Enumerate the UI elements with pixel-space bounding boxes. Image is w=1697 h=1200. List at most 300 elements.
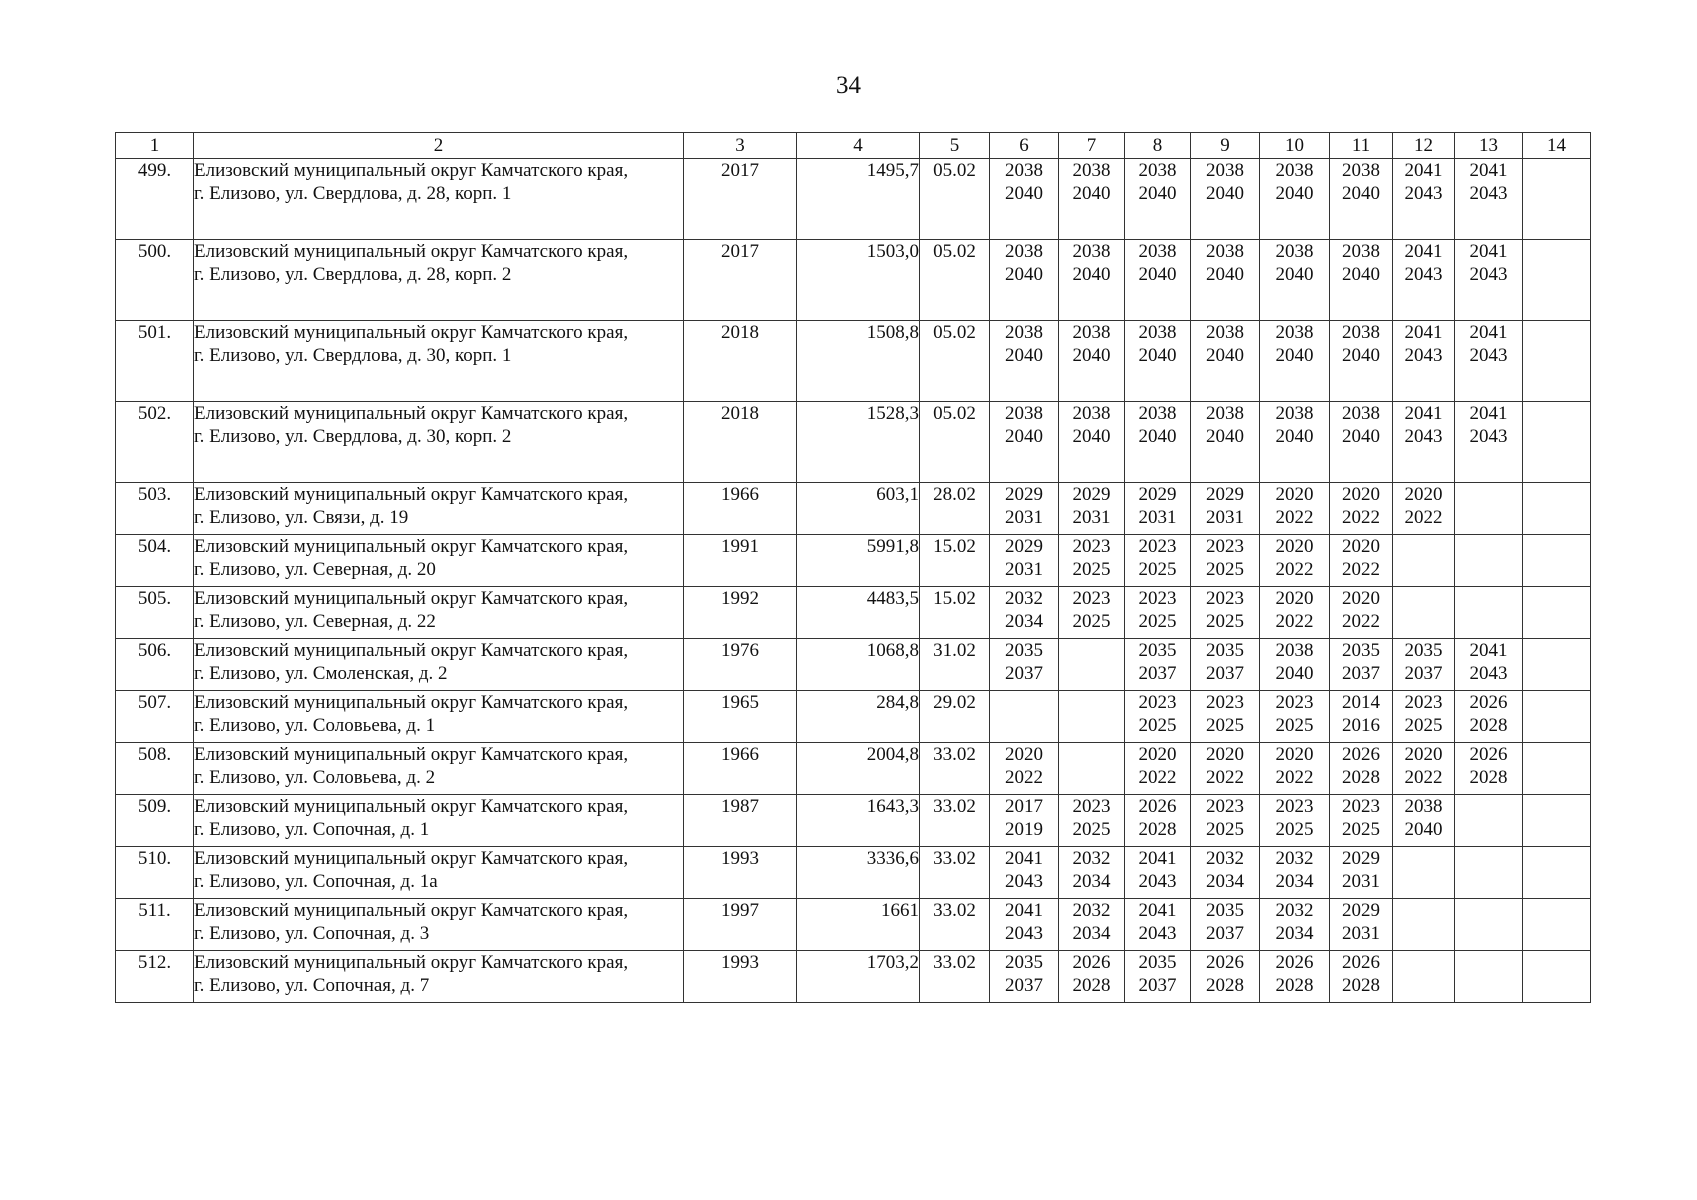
period-cell — [1059, 321, 1125, 402]
period-start: 2038 — [1342, 322, 1380, 343]
period-end: 2040 — [1072, 183, 1111, 204]
period-start: 2038 — [1206, 322, 1244, 343]
code-value: 05.02 — [920, 321, 990, 402]
period-end: 2028 — [1342, 767, 1380, 788]
period-cell — [1393, 639, 1455, 691]
period-cell — [1059, 159, 1125, 240]
period-cell — [1059, 847, 1125, 899]
period-end: 2043 — [1138, 871, 1177, 892]
period-cell — [1455, 483, 1523, 535]
column-header: 1 — [116, 133, 194, 159]
period-start: 2035 — [1404, 640, 1443, 661]
period-start: 2038 — [1275, 241, 1314, 262]
period-start: 2038 — [1138, 322, 1177, 343]
period-start: 2041 — [1404, 160, 1443, 181]
period-end: 2034 — [1072, 871, 1111, 892]
period-start: 2041 — [1469, 241, 1508, 262]
table-row — [116, 483, 1591, 535]
period-start: 2032 — [1275, 900, 1314, 921]
period-end: 2040 — [1275, 426, 1314, 447]
period-cell — [1330, 402, 1393, 483]
period-end: 2043 — [1138, 923, 1177, 944]
area-value: 1528,3 — [797, 402, 920, 483]
period-end: 2043 — [1404, 426, 1443, 447]
period-cell — [1191, 743, 1260, 795]
period-cell — [1523, 743, 1591, 795]
row-number: 510. — [116, 847, 194, 899]
period-cell — [1125, 847, 1191, 899]
period-end: 2043 — [1469, 426, 1508, 447]
period-cell — [1125, 240, 1191, 321]
period-cell — [1330, 535, 1393, 587]
period-start: 2020 — [1275, 484, 1314, 505]
address-line-1: Елизовский муниципальный округ Камчатского края, — [194, 484, 629, 505]
period-cell — [1393, 691, 1455, 743]
period-start: 2020 — [1275, 536, 1314, 557]
period-end: 2031 — [1138, 507, 1177, 528]
column-header: 3 — [684, 133, 797, 159]
page-number: 34 — [836, 72, 861, 99]
period-end: 2022 — [1404, 767, 1443, 788]
address-line-2: г. Елизово, ул. Северная, д. 20 — [194, 559, 436, 580]
period-start: 2023 — [1206, 796, 1244, 817]
period-end: 2037 — [1138, 975, 1177, 996]
period-end: 2043 — [1469, 264, 1508, 285]
table-row — [116, 691, 1591, 743]
period-cell — [990, 535, 1059, 587]
period-start: 2023 — [1072, 796, 1111, 817]
row-number: 502. — [116, 402, 194, 483]
period-cell — [990, 402, 1059, 483]
period-cell — [1191, 587, 1260, 639]
period-start: 2041 — [1469, 322, 1508, 343]
period-start: 2029 — [1342, 848, 1380, 869]
address-line-1: Елизовский муниципальный округ Камчатского края, — [194, 241, 629, 262]
address-cell — [194, 639, 684, 691]
period-start: 2020 — [1206, 744, 1244, 765]
period-cell — [1260, 795, 1330, 847]
period-start: 2038 — [1275, 322, 1314, 343]
period-cell — [1059, 535, 1125, 587]
period-end: 2040 — [1275, 345, 1314, 366]
period-end: 2028 — [1206, 975, 1244, 996]
period-cell — [1260, 240, 1330, 321]
period-cell — [1125, 951, 1191, 1003]
period-end: 2031 — [1342, 871, 1380, 892]
period-cell — [1523, 691, 1591, 743]
period-end: 2043 — [1005, 923, 1043, 944]
period-cell — [1330, 483, 1393, 535]
address-line-2: г. Елизово, ул. Свердлова, д. 30, корп. 2 — [194, 426, 512, 447]
period-cell — [1393, 587, 1455, 639]
period-end: 2022 — [1206, 767, 1244, 788]
build-year: 2018 — [684, 402, 797, 483]
period-cell — [990, 483, 1059, 535]
period-start: 2038 — [1005, 241, 1043, 262]
period-cell — [990, 321, 1059, 402]
period-cell — [990, 951, 1059, 1003]
period-end: 2040 — [1275, 264, 1314, 285]
period-cell — [1059, 899, 1125, 951]
period-end: 2031 — [1005, 507, 1043, 528]
address-line-1: Елизовский муниципальный округ Камчатского края, — [194, 536, 629, 557]
period-end: 2022 — [1342, 559, 1380, 580]
period-cell — [1125, 321, 1191, 402]
address-line-2: г. Елизово, ул. Свердлова, д. 28, корп. 1 — [194, 183, 512, 204]
period-cell — [1059, 951, 1125, 1003]
period-cell — [1330, 587, 1393, 639]
period-cell — [1191, 321, 1260, 402]
period-cell — [1393, 951, 1455, 1003]
period-cell — [1191, 240, 1260, 321]
period-start: 2038 — [1072, 403, 1111, 424]
period-cell — [1125, 691, 1191, 743]
code-value: 33.02 — [920, 795, 990, 847]
address-cell — [194, 691, 684, 743]
row-number: 507. — [116, 691, 194, 743]
period-end: 2025 — [1138, 559, 1177, 580]
code-value: 15.02 — [920, 535, 990, 587]
address-line-1: Елизовский муниципальный округ Камчатского края, — [194, 588, 629, 609]
period-start: 2020 — [1404, 744, 1443, 765]
period-start: 2029 — [1005, 536, 1043, 557]
period-start: 2032 — [1072, 848, 1111, 869]
period-start: 2023 — [1138, 536, 1177, 557]
period-start: 2041 — [1469, 403, 1508, 424]
period-cell — [1330, 159, 1393, 240]
period-start: 2014 — [1342, 692, 1380, 713]
period-end: 2040 — [1206, 345, 1244, 366]
area-value: 1068,8 — [797, 639, 920, 691]
period-cell — [1191, 535, 1260, 587]
build-year: 1993 — [684, 847, 797, 899]
table-row — [116, 240, 1591, 321]
period-end: 2025 — [1206, 559, 1244, 580]
period-cell — [1125, 639, 1191, 691]
period-start: 2023 — [1072, 536, 1111, 557]
period-end: 2040 — [1275, 663, 1314, 684]
period-end: 2040 — [1072, 426, 1111, 447]
period-end: 2037 — [1206, 923, 1244, 944]
column-header: 14 — [1523, 133, 1591, 159]
period-start: 2032 — [1206, 848, 1244, 869]
period-cell — [1330, 795, 1393, 847]
build-year: 1966 — [684, 743, 797, 795]
build-year: 1965 — [684, 691, 797, 743]
column-header: 13 — [1455, 133, 1523, 159]
period-cell — [1191, 795, 1260, 847]
address-line-1: Елизовский муниципальный округ Камчатского края, — [194, 744, 629, 765]
period-cell — [1330, 691, 1393, 743]
period-cell — [1523, 639, 1591, 691]
period-cell — [1191, 847, 1260, 899]
period-start: 2035 — [1005, 952, 1043, 973]
period-end: 2040 — [1342, 183, 1380, 204]
address-cell — [194, 899, 684, 951]
period-start: 2026 — [1469, 744, 1508, 765]
build-year: 1987 — [684, 795, 797, 847]
period-start: 2023 — [1404, 692, 1443, 713]
period-start: 2038 — [1342, 403, 1380, 424]
period-end: 2028 — [1469, 715, 1508, 736]
period-start: 2023 — [1275, 796, 1314, 817]
period-end: 2022 — [1275, 767, 1314, 788]
build-year: 2017 — [684, 240, 797, 321]
address-line-1: Елизовский муниципальный округ Камчатского края, — [194, 322, 629, 343]
area-value: 603,1 — [797, 483, 920, 535]
address-line-2: г. Елизово, ул. Соловьева, д. 1 — [194, 715, 436, 736]
table-row — [116, 159, 1591, 240]
period-end: 2034 — [1275, 871, 1314, 892]
period-end: 2040 — [1072, 264, 1111, 285]
period-end: 2028 — [1275, 975, 1314, 996]
area-value: 1661 — [797, 899, 920, 951]
period-cell — [1260, 159, 1330, 240]
period-start: 2038 — [1005, 403, 1043, 424]
period-end: 2022 — [1275, 611, 1314, 632]
period-start: 2038 — [1206, 160, 1244, 181]
period-cell — [1191, 639, 1260, 691]
period-start: 2020 — [1138, 744, 1177, 765]
period-cell — [1125, 587, 1191, 639]
period-end: 2031 — [1072, 507, 1111, 528]
period-end: 2037 — [1005, 663, 1043, 684]
period-cell — [1191, 402, 1260, 483]
period-start: 2041 — [1005, 900, 1043, 921]
row-number: 499. — [116, 159, 194, 240]
period-end: 2022 — [1005, 767, 1043, 788]
period-end: 2037 — [1404, 663, 1443, 684]
period-cell — [1059, 483, 1125, 535]
period-cell — [1330, 847, 1393, 899]
period-end: 2019 — [1005, 819, 1043, 840]
period-start: 2026 — [1342, 952, 1380, 973]
period-end: 2016 — [1342, 715, 1380, 736]
period-cell — [1330, 743, 1393, 795]
period-start: 2038 — [1005, 160, 1043, 181]
period-start: 2038 — [1342, 160, 1380, 181]
period-start: 2035 — [1342, 640, 1380, 661]
period-start: 2023 — [1342, 796, 1380, 817]
address-line-2: г. Елизово, ул. Свердлова, д. 28, корп. 2 — [194, 264, 512, 285]
period-end: 2040 — [1206, 183, 1244, 204]
period-cell — [1260, 402, 1330, 483]
period-end: 2040 — [1005, 345, 1043, 366]
period-start: 2029 — [1072, 484, 1111, 505]
column-header: 8 — [1125, 133, 1191, 159]
table-row — [116, 535, 1591, 587]
column-header: 10 — [1260, 133, 1330, 159]
period-end: 2025 — [1072, 611, 1111, 632]
address-cell — [194, 795, 684, 847]
period-cell — [1523, 483, 1591, 535]
period-end: 2037 — [1206, 663, 1244, 684]
period-end: 2043 — [1404, 183, 1443, 204]
period-cell — [1523, 535, 1591, 587]
period-end: 2034 — [1072, 923, 1111, 944]
period-cell — [1523, 899, 1591, 951]
period-end: 2040 — [1005, 264, 1043, 285]
period-end: 2025 — [1138, 715, 1177, 736]
period-cell — [1455, 847, 1523, 899]
period-cell — [990, 847, 1059, 899]
period-cell — [1059, 639, 1125, 691]
address-line-1: Елизовский муниципальный округ Камчатского края, — [194, 952, 629, 973]
period-end: 2025 — [1138, 611, 1177, 632]
area-value: 1503,0 — [797, 240, 920, 321]
period-cell — [1125, 899, 1191, 951]
period-cell — [990, 899, 1059, 951]
row-number: 512. — [116, 951, 194, 1003]
period-start: 2020 — [1275, 588, 1314, 609]
code-value: 05.02 — [920, 240, 990, 321]
period-cell — [1455, 639, 1523, 691]
code-value: 15.02 — [920, 587, 990, 639]
code-value: 33.02 — [920, 847, 990, 899]
row-number: 500. — [116, 240, 194, 321]
period-end: 2037 — [1005, 975, 1043, 996]
period-cell — [1523, 402, 1591, 483]
period-start: 2041 — [1404, 322, 1443, 343]
period-end: 2040 — [1138, 345, 1177, 366]
period-cell — [1125, 535, 1191, 587]
period-cell — [1191, 899, 1260, 951]
period-cell — [1260, 321, 1330, 402]
code-value: 31.02 — [920, 639, 990, 691]
period-cell — [1125, 795, 1191, 847]
address-cell — [194, 743, 684, 795]
period-start: 2038 — [1072, 322, 1111, 343]
address-line-1: Елизовский муниципальный округ Камчатского края, — [194, 160, 629, 181]
address-line-1: Елизовский муниципальный округ Камчатского края, — [194, 900, 629, 921]
period-end: 2040 — [1342, 345, 1380, 366]
period-end: 2043 — [1404, 345, 1443, 366]
address-line-1: Елизовский муниципальный округ Камчатского края, — [194, 848, 629, 869]
period-start: 2041 — [1404, 403, 1443, 424]
period-start: 2023 — [1206, 692, 1244, 713]
row-number: 503. — [116, 483, 194, 535]
period-end: 2040 — [1138, 264, 1177, 285]
period-end: 2025 — [1342, 819, 1380, 840]
period-start: 2023 — [1138, 692, 1177, 713]
period-cell — [1393, 483, 1455, 535]
period-end: 2040 — [1206, 426, 1244, 447]
table-row — [116, 847, 1591, 899]
period-cell — [990, 159, 1059, 240]
period-start: 2038 — [1138, 241, 1177, 262]
period-cell — [1393, 402, 1455, 483]
period-cell — [1059, 587, 1125, 639]
period-cell — [1260, 847, 1330, 899]
period-cell — [1191, 159, 1260, 240]
column-header: 9 — [1191, 133, 1260, 159]
area-value: 284,8 — [797, 691, 920, 743]
period-end: 2028 — [1072, 975, 1111, 996]
period-end: 2022 — [1404, 507, 1443, 528]
period-cell — [1260, 587, 1330, 639]
period-cell — [1523, 240, 1591, 321]
period-start: 2020 — [1342, 484, 1380, 505]
period-cell — [1523, 159, 1591, 240]
period-end: 2028 — [1342, 975, 1380, 996]
build-year: 1966 — [684, 483, 797, 535]
period-start: 2038 — [1005, 322, 1043, 343]
address-line-1: Елизовский муниципальный округ Камчатского края, — [194, 640, 629, 661]
code-value: 05.02 — [920, 159, 990, 240]
period-start: 2038 — [1275, 403, 1314, 424]
period-end: 2025 — [1275, 715, 1314, 736]
period-start: 2041 — [1404, 241, 1443, 262]
period-cell — [1455, 951, 1523, 1003]
address-line-2: г. Елизово, ул. Связи, д. 19 — [194, 507, 409, 528]
build-year: 1976 — [684, 639, 797, 691]
period-start: 2023 — [1206, 588, 1244, 609]
period-cell — [1455, 402, 1523, 483]
period-start: 2029 — [1005, 484, 1043, 505]
period-start: 2041 — [1005, 848, 1043, 869]
area-value: 5991,8 — [797, 535, 920, 587]
period-end: 2043 — [1469, 345, 1508, 366]
row-number: 505. — [116, 587, 194, 639]
address-cell — [194, 483, 684, 535]
column-header: 11 — [1330, 133, 1393, 159]
period-cell — [1455, 535, 1523, 587]
period-end: 2040 — [1072, 345, 1111, 366]
period-end: 2022 — [1342, 507, 1380, 528]
address-cell — [194, 240, 684, 321]
address-line-2: г. Елизово, ул. Соловьева, д. 2 — [194, 767, 436, 788]
address-cell — [194, 535, 684, 587]
period-cell — [1260, 743, 1330, 795]
period-cell — [1059, 743, 1125, 795]
period-end: 2043 — [1404, 264, 1443, 285]
period-cell — [1260, 535, 1330, 587]
column-header: 4 — [797, 133, 920, 159]
period-start: 2023 — [1138, 588, 1177, 609]
code-value: 33.02 — [920, 951, 990, 1003]
period-cell — [1523, 951, 1591, 1003]
period-end: 2025 — [1072, 819, 1111, 840]
address-cell — [194, 159, 684, 240]
period-cell — [1260, 639, 1330, 691]
period-start: 2035 — [1138, 640, 1177, 661]
address-line-2: г. Елизово, ул. Сопочная, д. 1а — [194, 871, 438, 892]
period-end: 2043 — [1469, 183, 1508, 204]
build-year: 1991 — [684, 535, 797, 587]
period-cell — [990, 587, 1059, 639]
period-cell — [1455, 743, 1523, 795]
period-cell — [1393, 321, 1455, 402]
period-start: 2026 — [1072, 952, 1111, 973]
period-end: 2040 — [1342, 264, 1380, 285]
period-start: 2041 — [1469, 160, 1508, 181]
period-start: 2032 — [1072, 900, 1111, 921]
period-end: 2031 — [1206, 507, 1244, 528]
row-number: 511. — [116, 899, 194, 951]
area-value: 3336,6 — [797, 847, 920, 899]
area-value: 1643,3 — [797, 795, 920, 847]
table-row — [116, 743, 1591, 795]
period-start: 2035 — [1005, 640, 1043, 661]
build-year: 1993 — [684, 951, 797, 1003]
period-cell — [1455, 240, 1523, 321]
column-header: 6 — [990, 133, 1059, 159]
code-value: 33.02 — [920, 743, 990, 795]
period-start: 2029 — [1342, 900, 1380, 921]
period-cell — [1330, 639, 1393, 691]
table-row — [116, 795, 1591, 847]
table-row — [116, 639, 1591, 691]
